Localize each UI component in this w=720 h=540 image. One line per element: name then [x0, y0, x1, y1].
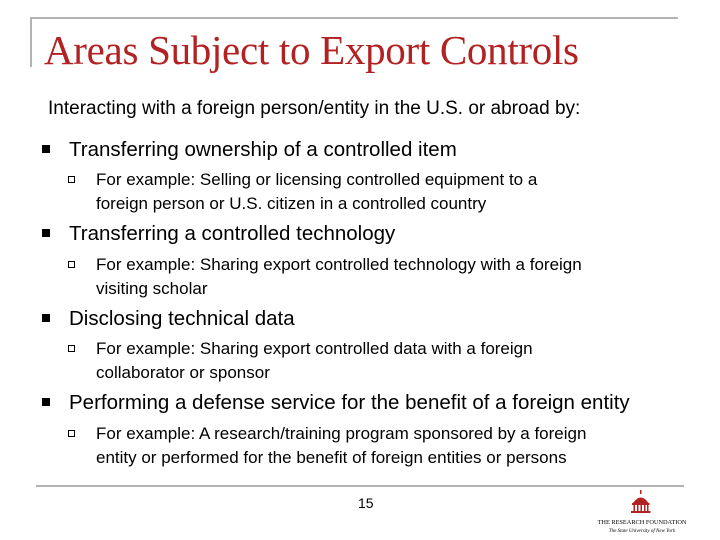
title-frame-top — [30, 17, 678, 19]
research-foundation-logo — [596, 490, 688, 536]
sub-item-text — [96, 422, 676, 470]
sub-item-line: entity or performed for the benefit of foreign entities or persons — [96, 448, 567, 467]
hollow-square-bullet-icon — [68, 345, 75, 352]
hollow-square-bullet-icon — [68, 261, 75, 268]
svg-text:THE RESEARCH FOUNDATION: THE RESEARCH FOUNDATION — [597, 519, 687, 526]
list-item-text: Transferring ownership of a controlled item — [69, 138, 457, 161]
footer-rule — [36, 485, 684, 487]
svg-text:The State University of New Yo: The State University of New York — [608, 529, 676, 534]
sub-item-text — [96, 337, 676, 385]
sub-item-text — [96, 253, 676, 301]
sub-item-line: For example: A research/training program sponsored by a foreign — [96, 424, 587, 443]
sub-item-text — [96, 168, 676, 216]
sub-item-line: For example: Sharing export controlled data with a foreign — [96, 339, 533, 358]
square-bullet-icon — [42, 145, 50, 153]
intro-text: Interacting with a foreign person/entity in the U.S. or abroad by: — [48, 98, 581, 119]
list-item-text: Disclosing technical data — [69, 307, 295, 330]
list-item-text: Performing a defense service for the benefit of a foreign entity — [69, 391, 630, 414]
page-number: 15 — [358, 495, 374, 511]
title-frame-left — [30, 17, 32, 67]
building-dome-icon — [596, 490, 688, 536]
hollow-square-bullet-icon — [68, 176, 75, 183]
sub-item-line: For example: Selling or licensing controlled equipment to a — [96, 170, 538, 189]
slide-title: Areas Subject to Export Controls — [44, 27, 579, 73]
square-bullet-icon — [42, 398, 50, 406]
sub-item-line: foreign person or U.S. citizen in a controlled country — [96, 194, 487, 213]
hollow-square-bullet-icon — [68, 430, 75, 437]
list-item-text: Transferring a controlled technology — [69, 222, 396, 245]
square-bullet-icon — [42, 229, 50, 237]
square-bullet-icon — [42, 314, 50, 322]
sub-item-line: For example: Sharing export controlled technology with a foreign — [96, 255, 582, 274]
sub-item-line: collaborator or sponsor — [96, 363, 270, 382]
sub-item-line: visiting scholar — [96, 279, 208, 298]
